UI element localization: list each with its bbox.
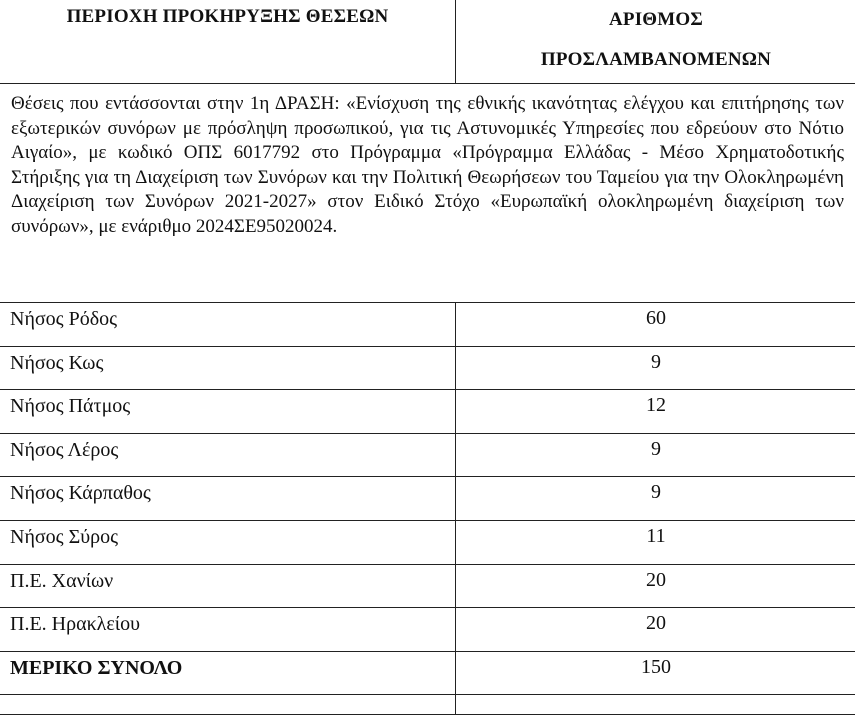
table-row: [0, 303, 855, 347]
description-row: [0, 84, 855, 303]
table-row: [0, 564, 855, 608]
count-cell: 20: [456, 564, 855, 608]
header-region: ΠΕΡΙΟΧΗ ΠΡΟΚΗΡΥΞΗΣ ΘΕΣΕΩΝ: [0, 0, 456, 84]
table-row: [0, 477, 855, 521]
table-row: [0, 433, 855, 477]
region-cell: Νήσος Πάτμος: [0, 390, 456, 434]
header-count-line1: ΑΡΙΘΜΟΣ: [456, 0, 855, 40]
region-cell: Νήσος Ρόδος: [0, 303, 456, 347]
header-count: [456, 0, 855, 84]
table-row: [0, 608, 855, 652]
table-row: [0, 520, 855, 564]
subtotal-row: [0, 651, 855, 695]
description-text: Θέσεις που εντάσσονται στην 1η ΔΡΑΣΗ: «Ενίσχυση της εθνικής ικανότητας ελέγχου και επιτήρησης των εξωτερικών συνόρων με πρόσληψη προσωπικού, για τις Αστυνομικές Υπηρεσίες που εδρεύουν στο Νότιο Αιγαίο», με κωδικό ΟΠΣ 6017792 στο Πρόγραμμα «Πρόγραμμα Ελλάδας - Μέσο Χρηματοδοτικής Στήριξης για τη Διαχείριση των Συνόρων και την Πολιτική Θεωρήσεων του Ταμείου για την Ολοκληρωμένη Διαχείριση των Συνόρων 2021-2027» στον Ειδικό Στόχο «Ευρωπαϊκή ολοκληρωμένη διαχείριση των συνόρων», με ενάριθμο 2024ΣΕ95020024.: [0, 84, 855, 303]
count-cell: 60: [456, 303, 855, 347]
count-cell: 12: [456, 390, 855, 434]
region-cell: Νήσος Λέρος: [0, 433, 456, 477]
subtotal-label: ΜΕΡΙΚΟ ΣΥΝΟΛΟ: [0, 651, 456, 695]
count-cell: 9: [456, 477, 855, 521]
header-row: [0, 0, 855, 84]
count-cell: 11: [456, 520, 855, 564]
count-cell: 9: [456, 346, 855, 390]
region-cell: Νήσος Κάρπαθος: [0, 477, 456, 521]
region-cell: Νήσος Κως: [0, 346, 456, 390]
table-row: [0, 346, 855, 390]
table-row: [0, 390, 855, 434]
count-cell: 9: [456, 433, 855, 477]
subtotal-count: 150: [456, 651, 855, 695]
region-cell: Νήσος Σύρος: [0, 520, 456, 564]
region-cell: Π.Ε. Χανίων: [0, 564, 456, 608]
region-cell: Π.Ε. Ηρακλείου: [0, 608, 456, 652]
count-cell: 20: [456, 608, 855, 652]
header-count-line2: ΠΡΟΣΛΑΜΒΑΝΟΜΕΝΩΝ: [456, 40, 855, 80]
